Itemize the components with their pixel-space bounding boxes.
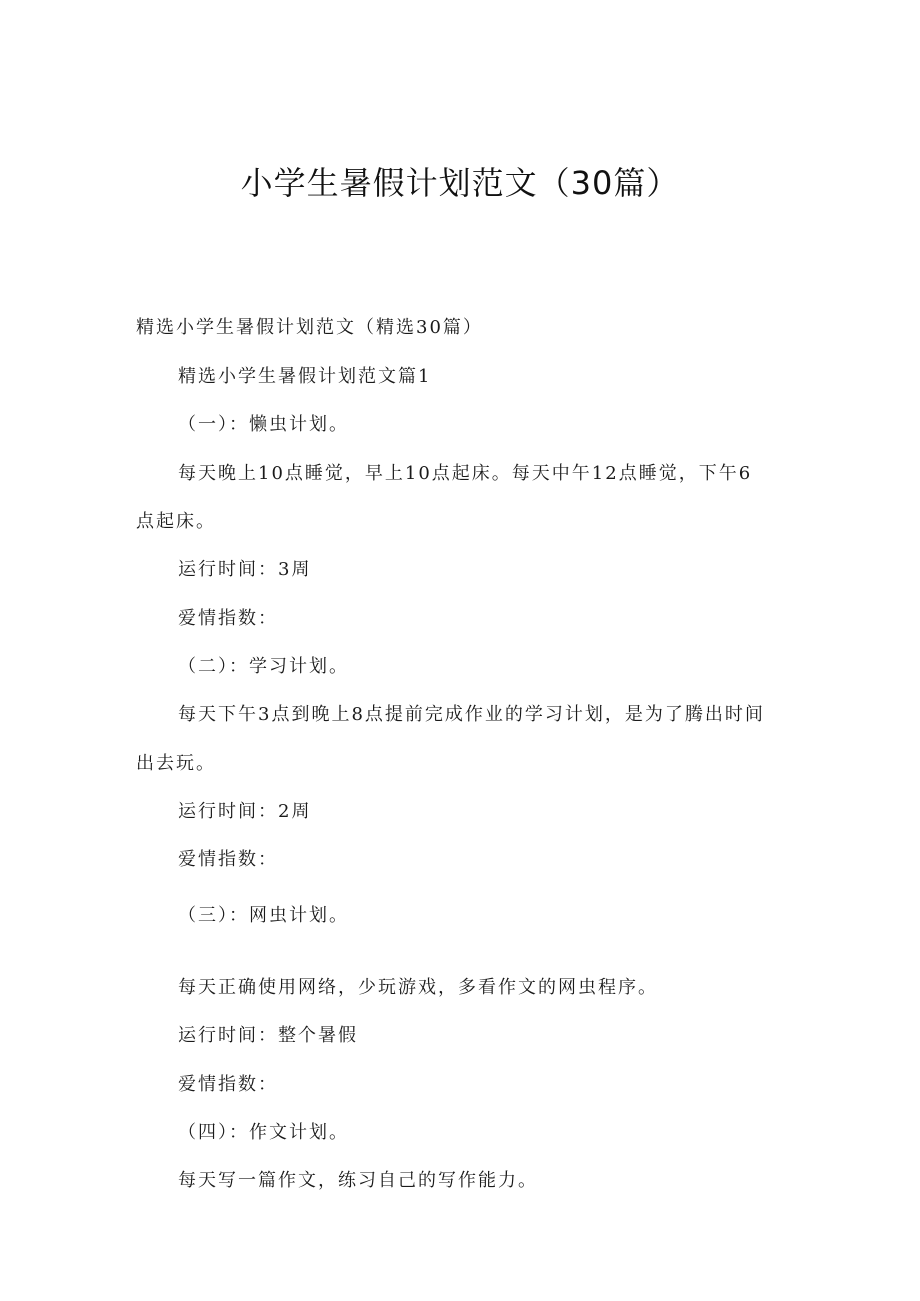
plan-heading-1: （一）：懒虫计划。	[178, 414, 349, 435]
runtime-line: 运行时间：整个暑假	[178, 1025, 358, 1046]
love-index-line: 爱情指数：	[178, 1074, 278, 1095]
intro-line: 精选小学生暑假计划范文（精选30篇）	[136, 317, 483, 338]
document-title: 小学生暑假计划范文（30篇）	[240, 164, 680, 202]
paragraph-line: 每天正确使用网络，少玩游戏，多看作文的网虫程序。	[178, 977, 658, 998]
plan-heading-2: （二）：学习计划。	[178, 656, 349, 677]
section-heading: 精选小学生暑假计划范文篇1	[178, 366, 432, 387]
paragraph-line: 出去玩。	[136, 753, 216, 774]
runtime-line: 运行时间：3周	[178, 559, 312, 580]
paragraph-line: 点起床。	[136, 511, 216, 532]
runtime-line: 运行时间：2周	[178, 801, 312, 822]
love-index-line: 爱情指数：	[178, 608, 278, 629]
love-index-line: 爱情指数：	[178, 849, 278, 870]
paragraph-line: 每天下午3点到晚上8点提前完成作业的学习计划，是为了腾出时间	[178, 704, 765, 725]
plan-heading-3: （三）：网虫计划。	[178, 905, 349, 926]
paragraph-line: 每天写一篇作文，练习自己的写作能力。	[178, 1170, 538, 1191]
plan-heading-4: （四）：作文计划。	[178, 1122, 349, 1143]
paragraph-line: 每天晚上10点睡觉，早上10点起床。每天中午12点睡觉，下午6	[178, 463, 753, 484]
